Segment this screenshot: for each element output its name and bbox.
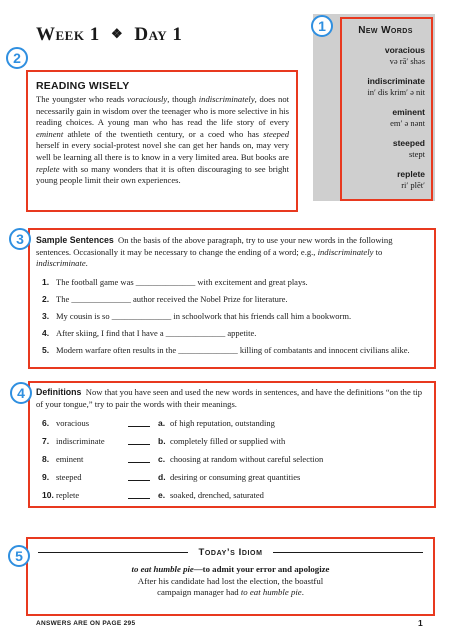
divider-line — [273, 552, 423, 553]
example-text: After his candidate had lost the election, the boastful campaign manager had — [137, 576, 324, 597]
answers-note: ANSWERS ARE ON PAGE 295 — [36, 620, 136, 627]
intro-text: On the basis of the above paragraph, try to use your new words in the following sentences. Occasionally it may be necessary to change the ending of a word; e.g., — [36, 235, 393, 257]
annotation-marker-2: 2 — [6, 47, 28, 69]
diamond-ornament-icon: ❖ — [110, 26, 124, 41]
sample-sentences-section — [28, 228, 436, 369]
intro-text: to — [373, 246, 383, 257]
item-number: 8. — [42, 454, 50, 464]
reading-text: , though — [167, 94, 199, 104]
item-number: 4. — [42, 327, 50, 338]
definition-word: replete — [56, 490, 80, 500]
definitions-intro — [36, 387, 428, 410]
idiom-definition — [38, 564, 423, 574]
word-entry — [346, 76, 425, 98]
pronunciation: em′ ə nənt — [390, 118, 425, 128]
choice-letter: c. — [158, 454, 166, 464]
annotation-marker-5: 5 — [8, 545, 30, 567]
answer-blank[interactable] — [128, 436, 150, 445]
pronunciation: stept — [408, 149, 425, 159]
pronunciation: və rā′ shəs — [389, 56, 425, 66]
intro-text: . — [85, 258, 88, 268]
idiom-section — [26, 537, 435, 616]
intro-emphasis: indiscriminately — [317, 246, 374, 257]
answer-blank[interactable] — [128, 418, 150, 427]
word-entry — [346, 107, 425, 129]
definition-row — [42, 454, 428, 465]
definition-list — [36, 418, 428, 501]
example-emphasis: to eat humble pie — [240, 587, 302, 597]
sentence-item — [36, 345, 428, 356]
definitions-section — [28, 381, 436, 508]
sentence-text: My cousin is so ______________ in schoolwork that his friends call him a bookworm. — [56, 310, 352, 321]
item-number: 5. — [42, 344, 50, 355]
item-number: 1. — [42, 276, 50, 287]
item-number: 10. — [42, 490, 54, 500]
definition-text: choosing at random without careful selection — [170, 454, 324, 464]
reading-emphasis: voraciously — [127, 94, 168, 104]
word-entry — [346, 169, 425, 191]
word: replete — [397, 169, 425, 179]
reading-text: , does not necessarily gain in wisdom over the teenager who is more selective in his reading choices. A young man who has read the life story of every — [36, 94, 290, 128]
reading-emphasis: steeped — [263, 128, 289, 139]
sentence-item — [36, 311, 428, 322]
reading-emphasis: replete — [36, 163, 60, 174]
definition-text: soaked, drenched, saturated — [170, 490, 264, 500]
item-number: 3. — [42, 310, 50, 321]
annotation-marker-1: 1 — [311, 15, 333, 37]
word-entry — [346, 138, 425, 160]
new-words-title: New Words — [358, 25, 413, 36]
reading-text: herself in every social-protest novel she can get her hands on, may very well be learning all there is to know in a very limited area. But books are — [36, 140, 289, 162]
sample-sentences-intro — [36, 235, 428, 270]
definition-word: indiscriminate — [56, 436, 105, 446]
item-number: 6. — [42, 418, 50, 428]
annotation-marker-3: 3 — [9, 228, 31, 250]
idiom-title-row — [38, 547, 423, 558]
page-number: 1 — [418, 618, 423, 628]
sentence-item — [36, 328, 428, 339]
word: eminent — [392, 107, 425, 117]
definition-word: eminent — [56, 454, 84, 464]
definition-word: steeped — [56, 472, 82, 482]
definition-word: voracious — [56, 418, 90, 428]
reading-emphasis: eminent — [36, 128, 64, 139]
annotation-marker-4: 4 — [10, 382, 32, 404]
item-number: 7. — [42, 436, 50, 446]
page-title — [36, 24, 182, 46]
week-label: Week 1 — [36, 24, 100, 45]
word: voracious — [384, 45, 425, 55]
sample-sentences-heading: Sample Sentences — [36, 235, 114, 245]
word: steeped — [392, 138, 425, 148]
example-text: . — [301, 587, 304, 597]
choice-letter: d. — [158, 472, 166, 482]
answer-blank[interactable] — [128, 454, 150, 463]
choice-letter: a. — [158, 418, 166, 428]
item-number: 9. — [42, 472, 50, 482]
word-entry — [346, 45, 425, 67]
idiom-phrase: to eat humble pie — [131, 564, 194, 574]
reading-section — [26, 70, 298, 212]
idiom-meaning: —to admit your error and apologize — [193, 564, 330, 574]
new-words-box — [340, 17, 433, 201]
answer-blank[interactable] — [128, 490, 150, 499]
intro-emphasis: indiscriminate — [36, 258, 86, 268]
sentence-text: After skiing, I find that I have a ______________ appetite. — [56, 327, 257, 338]
definition-row — [42, 418, 428, 429]
sentence-text: The ______________ author received the Nobel Prize for literature. — [56, 293, 288, 304]
sentence-text: Modern warfare often results in the ______________ killing of combatants and innocent civilians alike. — [56, 344, 410, 355]
sentence-item — [36, 277, 428, 288]
definition-text: of high reputation, outstanding — [170, 418, 275, 428]
reading-text: with so many wonders that it is often discouraging to see bright young people limit their own experiences. — [36, 163, 289, 186]
reading-emphasis: indiscriminately — [198, 94, 255, 104]
definition-row — [42, 436, 428, 447]
choice-letter: b. — [158, 436, 166, 446]
sentence-text: The football game was ______________ with excitement and great plays. — [56, 276, 308, 287]
definition-row — [42, 472, 428, 483]
choice-letter: e. — [158, 490, 166, 500]
pronunciation: ri′ plēt′ — [401, 180, 425, 190]
reading-paragraph — [36, 94, 289, 187]
reading-title: READING WISELY — [36, 80, 130, 92]
divider-line — [38, 552, 188, 553]
reading-text: The youngster who reads — [36, 94, 128, 104]
reading-text: athlete of the twentieth century, or a coed who has — [63, 128, 264, 139]
definitions-heading: Definitions — [36, 387, 82, 397]
idiom-title: Today’s Idiom — [198, 547, 263, 558]
day-label: Day 1 — [134, 24, 183, 45]
intro-text: Now that you have seen and used the new words in sentences, and have the definitions “on the tip of your tongue,” try to pair the words with their meanings. — [36, 387, 423, 409]
answer-blank[interactable] — [128, 472, 150, 481]
pronunciation: in′ dis krim′ ə nit — [367, 87, 425, 97]
idiom-example — [136, 576, 326, 598]
sentence-item — [36, 294, 428, 305]
definition-text: desiring or consuming great quantities — [170, 472, 301, 482]
word: indiscriminate — [367, 76, 425, 86]
item-number: 2. — [42, 293, 50, 304]
sentence-list — [36, 277, 428, 356]
definition-row — [42, 490, 428, 501]
definition-text: completely filled or supplied with — [170, 436, 286, 446]
